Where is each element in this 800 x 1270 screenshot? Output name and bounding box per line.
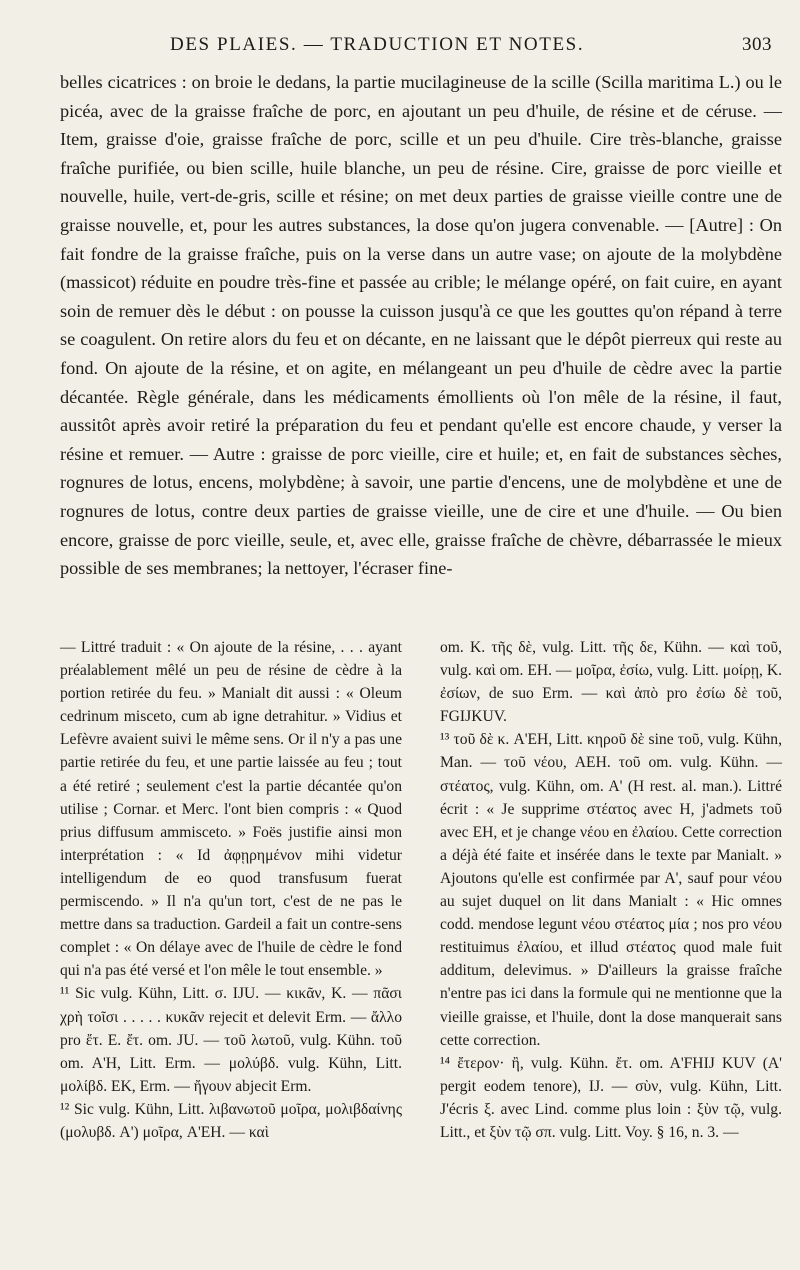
footnotes-left-column xyxy=(60,636,402,1256)
footnotes xyxy=(60,636,782,1256)
footnote-continuation: om. K. τῆς δὲ, vulg. Litt. τῆς δε, Kühn. — καὶ τοῦ, vulg. καὶ om. EH. — μοῖρα, ἐσίω, vulg. Litt. μοίρῃ, K. ἐσίων, de suo Erm. — καὶ ἀπὸ pro ἐσίω δὲ τοῦ, FGIJKUV. xyxy=(440,639,782,726)
page-number: 303 xyxy=(742,34,772,55)
running-header xyxy=(60,30,772,60)
main-text-block xyxy=(60,68,782,583)
footnotes-right-column xyxy=(440,636,782,1256)
footnote-12: ¹² Sic vulg. Kühn, Litt. λιβανωτοῦ μοῖρα, μολιβδαίνης (μολυβδ. A') μοῖρα, A'EH. — καὶ xyxy=(60,1100,402,1141)
notes-separator xyxy=(60,618,782,619)
footnote-paragraph: — Littré traduit : « On ajoute de la résine, . . . ayant préalablement mêlé un peu de résine de cèdre à la portion retirée du feu. » Manialt dit aussi : « Oleum cedrinum misceto, cum ab igne detrahitur. » Vidius et Lefèvre avaient suivi le même sens. Or il n'y a pas une partie retirée du feu, et une partie laissée au feu ; tout a été retiré ; seulement c'est la partie décantée qu'on utilise ; Cornar. et Merc. l'ont bien compris : « Quod prius diffusum ammisceto. » Foës justifie ainsi mon interprétation : « Id ἀφῃρημένον mihi videtur intelligendum de eo quod transfusum fuerat permiscendo. » Il n'a qu'un tort, c'est de ne pas le mettre dans sa traduction. Gardeil a fait un contre-sens complet : « On délaye avec de l'huile de cèdre le fond qui n'a pas été versé et l'on mêle le tout ensemble. » xyxy=(60,639,402,980)
main-paragraph: belles cicatrices : on broie le dedans, la partie mucilagineuse de la scille (Scilla maritima L.) ou le picéa, avec de la graisse fraîche de porc, en ajoutant un peu d'huile, de résine et de céruse. — Item, graisse d'oie, graisse fraîche de porc, scille et un peu d'huile. Cire très-blanche, graisse fraîche purifiée, ou bien scille, huile blanche, un peu de résine. Cire, graisse de porc vieille et nouvelle, huile, vert-de-gris, scille et résine; on met deux parties de graisse vieille contre une de graisse nouvelle, et, pour les autres substances, la dose qu'on jugera convenable. — [Autre] : On fait fondre de la graisse fraîche, puis on la verse dans un autre vase; on ajoute de la molybdène (massicot) réduite en poudre très-fine et passée au crible; le mélange opéré, on fait cuire, en ayant soin de remuer dès le début : on pousse la cuisson jusqu'à ce que les gouttes qu'on répand à terre se coagulent. On retire alors du feu et on décante, en ne laissant que le dépôt pierreux qui reste au fond. On ajoute de la résine, et on agite, en mélangeant un peu d'huile de cèdre avec la partie décantée. Règle générale, dans les médicaments émollients où l'on mêle de la résine, il faut, aussitôt après avoir retiré la préparation du feu et pendant qu'elle est encore chaude, y verser la résine et remuer. — Autre : graisse de porc vieille, cire et huile; et, en fait de substances sèches, rognures de lotus, encens, molybdène; à savoir, une partie d'encens, une de molybdène et une de rognures de lotus, contre deux parties de graisse vieille, une de cire et une d'huile. — Ou bien encore, graisse de porc vieille, seule, et, avec elle, graisse fraîche de chèvre, débarrassée le mieux possible de ses membranes; la nettoyer, l'écraser fine- xyxy=(60,72,782,579)
footnote-14: ¹⁴ ἔτερον· ἢ, vulg. Kühn. ἔτ. om. A'FHIJ KUV (A' pergit eodem tenore), IJ. — σὺν, vulg. Kühn, Litt. J'écris ξ. avec Lind. comme plus loin : ξὺν τῷ, vulg. Litt., et ξὺν τῷ σπ. vulg. Litt. Voy. § 16, n. 3. — xyxy=(440,1054,782,1141)
running-title: DES PLAIES. — TRADUCTION ET NOTES. xyxy=(170,34,585,55)
footnote-13: ¹³ τοῦ δὲ κ. A'EH, Litt. κηροῦ δὲ sine τοῦ, vulg. Kühn, Man. — τοῦ νέου, AEH. τοῦ om. vulg. Kühn. — στέατος, vulg. Kühn, om. A' (H rest. al. man.). Littré écrit : « Je supprime στέατος avec H, j'admets τοῦ avec EH, et je change νέου en ἐλαίου. Cette correction a déjà été faite et insérée dans le texte par Manialt. » Ajoutons qu'elle est confirmée par A', sauf pour νέου au sujet duquel on lit dans Manialt : « Hic omnes codd. mendose legunt νέου στέατος μία ; nos pro νέου restituimus ἐλαίου, et illud στέατος quod male fuit additum, delevimus. » D'ailleurs la graisse fraîche n'entre pas ici dans la formule qui ne mentionne que la vieille graisse, et l'huile, dont la dose manquerait sans cette correction. xyxy=(440,731,782,1049)
footnote-11: ¹¹ Sic vulg. Kühn, Litt. σ. IJU. — κικᾶν, K. — πᾶσι χρὴ τοῖσι . . . . . κυκᾶν rejecit et delevit Erm. — ἄλλο pro ἔτ. E. ἔτ. om. JU. — τοῦ λωτοῦ, vulg. Kühn. τοῦ om. A'H, Litt. Erm. — μολύβδ. vulg. Kühn, Litt. μολίβδ. EK, Erm. — ἤγουν abjecit Erm. xyxy=(60,985,402,1095)
